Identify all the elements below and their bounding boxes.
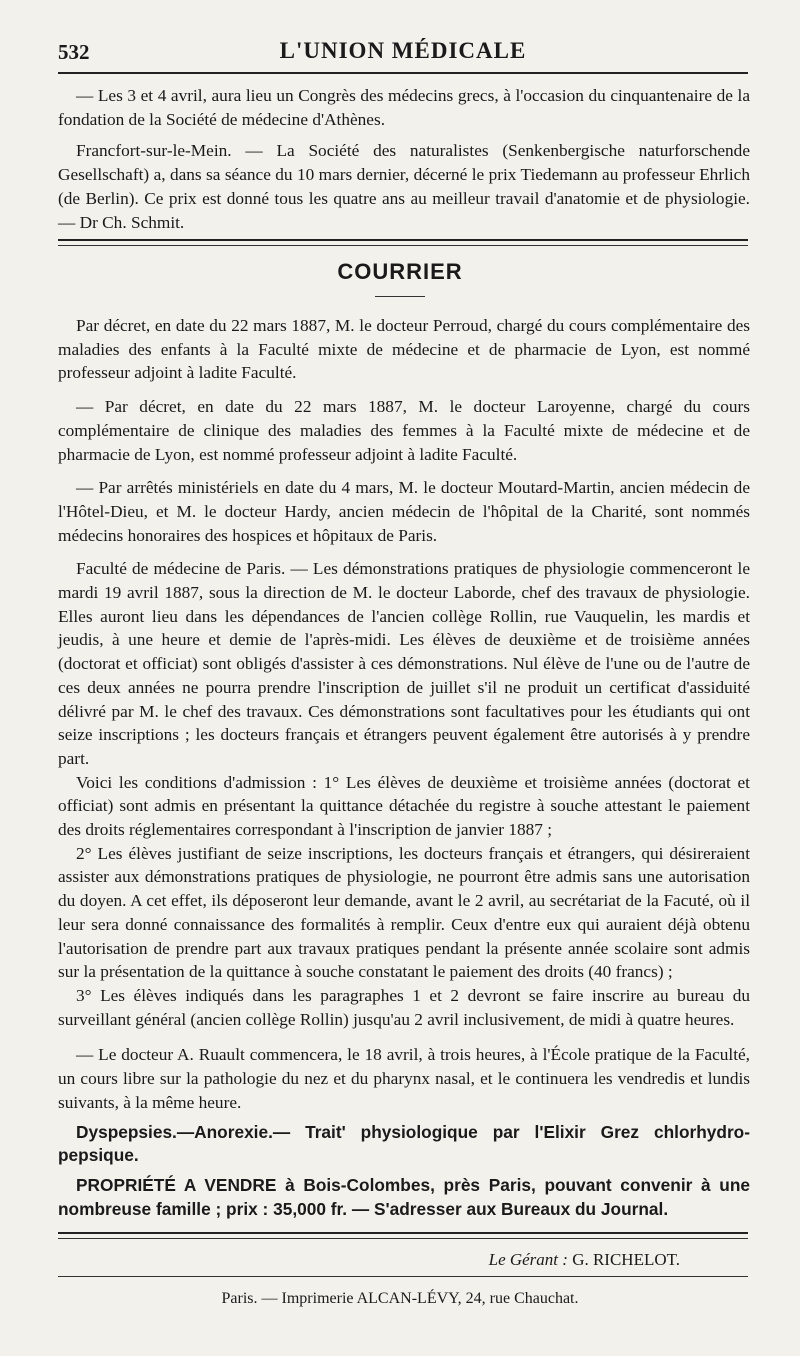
- paragraph: 3° Les élèves indiqués dans les paragraphes 1 et 2 devront se faire inscrire au bureau du surveillant général (ancien collège Rollin) jusqu'au 2 avril inclusivement, de midi à quatre heures.: [58, 985, 750, 1029]
- header-rule: [58, 72, 748, 74]
- paragraph: — Par décret, en date du 22 mars 1887, M. le docteur Laroyenne, chargé du cours complémentaire de clinique des maladies des femmes à la Faculté mixte de médecine et de pharmacie de Lyon, est nommé professeur adjoint à ladite Faculté.: [58, 397, 750, 464]
- imprint: Paris. — Imprimerie ALCAN-LÉVY, 24, rue Chauchat.: [221, 1290, 579, 1307]
- page-number: 532: [58, 40, 90, 64]
- news-block: [58, 84, 750, 234]
- paragraph: Voici les conditions d'admission : 1° Les élèves de deuxième et troisième années (doctorat et officiat) sont admis en présentant la quittance détachée du registre à souche attestant le paiement des droits réglementaires correspondant à l'inscription de janvier 1887 ;: [58, 772, 750, 840]
- courrier-body: [58, 314, 750, 1221]
- paragraph: 2° Les élèves justifiant de seize inscriptions, les docteurs français et étrangers, qui désireraient assister aux démonstrations pratiques de physiologie, ne pourront être admis sans une autorisation du doyen. A cet effet, ils déposeront leur demande, avant le 2 avril, au secrétariat de la Facuté, où il leur sera donné connaissance des formalités à remplir. Ceux d'entre eux qui auraient déjà obtenu l'autorisation de prendre part aux travaux pratiques pendant la présente année scolaire sont admis sur la présentation de la quittance à souche constatant le paiement des droits (40 francs) ;: [58, 843, 750, 982]
- section-rule: [58, 239, 748, 241]
- paragraph: Par décret, en date du 22 mars 1887, M. le docteur Perroud, chargé du cours complémentaire des maladies des enfants à la Faculté mixte de médecine et de pharmacie de Lyon, est nommé professeur adjoint à ladite Faculté.: [58, 316, 750, 383]
- page-header: [58, 28, 748, 68]
- news-item: — Les 3 et 4 avril, aura lieu un Congrès des médecins grecs, à l'occasion du cinquantenaire de la fondation de la Société de médecine d'Athènes.: [58, 86, 750, 129]
- gerant-name: G. RICHELOT.: [572, 1250, 680, 1269]
- paragraph: — Par arrêtés ministériels en date du 4 mars, M. le docteur Moutard-Martin, ancien médecin de l'Hôtel-Dieu, et M. le docteur Hardy, ancien médecin de l'hôpital de la Charité, sont nommés médecins honoraires des hospices et hôpitaux de Paris.: [58, 478, 750, 545]
- gerant-signature: [489, 1250, 680, 1270]
- imprint-rule: [58, 1276, 748, 1277]
- paragraph: — Le docteur A. Ruault commencera, le 18 avril, à trois heures, à l'École pratique de la Faculté, un cours libre sur la pathologie du nez et du pharynx nasal, et le continuera les vendredis et lundis suivants, à la même heure.: [58, 1045, 750, 1112]
- footer-rule-thin: [58, 1238, 748, 1239]
- advertisement: PROPRIÉTÉ A VENDRE à Bois-Colombes, près Paris, pouvant convenir à une nombreuse famille ; prix : 35,000 fr. — S'adresser aux Bureaux du Journal.: [58, 1174, 750, 1219]
- section-rule-thin: [58, 245, 748, 246]
- gerant-label: Le Gérant :: [488, 1250, 568, 1269]
- title-underline: [375, 296, 425, 297]
- paragraph: Faculté de médecine de Paris. — Les démonstrations pratiques de physiologie commenceront le mardi 19 avril 1887, sous la direction de M. le docteur Laborde, chef des travaux de physiologie. Elles auront lieu dans les dépendances de l'ancien collège Rollin, rue Vauquelin, les mardis et jeudis, à une heure et demie de l'après-midi. Les élèves de deuxième et de troisième années (doctorat et officiat) sont obligés d'assister à ces démonstrations. Nul élève de l'une ou de l'autre de ces deux années ne pourra prendre l'inscription de juillet s'il ne produit un certificat d'assiduité délivré par M. le chef des travaux. Ces démonstrations sont facultatives pour les étudiants qui ont seize inscriptions ; les docteurs français et étrangers peuvent également être autorisés à y prendre part.: [58, 559, 750, 768]
- advertisement: Dyspepsies.—Anorexie.— Trait' physiologique par l'Elixir Grez chlorhydro-pepsique.: [58, 1121, 750, 1166]
- footer-rule: [58, 1232, 748, 1234]
- news-item: Francfort-sur-le-Mein. — La Société des naturalistes (Senkenbergische naturforschende Gesellschaft) a, dans sa séance du 10 mars dernier, décerné le prix Tiedemann au professeur Ehrlich (de Berlin). Ce prix est donné tous les quatre ans au meilleur travail d'anatomie et de physiologie. — Dr Ch. Schmit.: [58, 141, 750, 232]
- journal-title: L'UNION MÉDICALE: [279, 38, 527, 63]
- section-title: COURRIER: [337, 259, 463, 284]
